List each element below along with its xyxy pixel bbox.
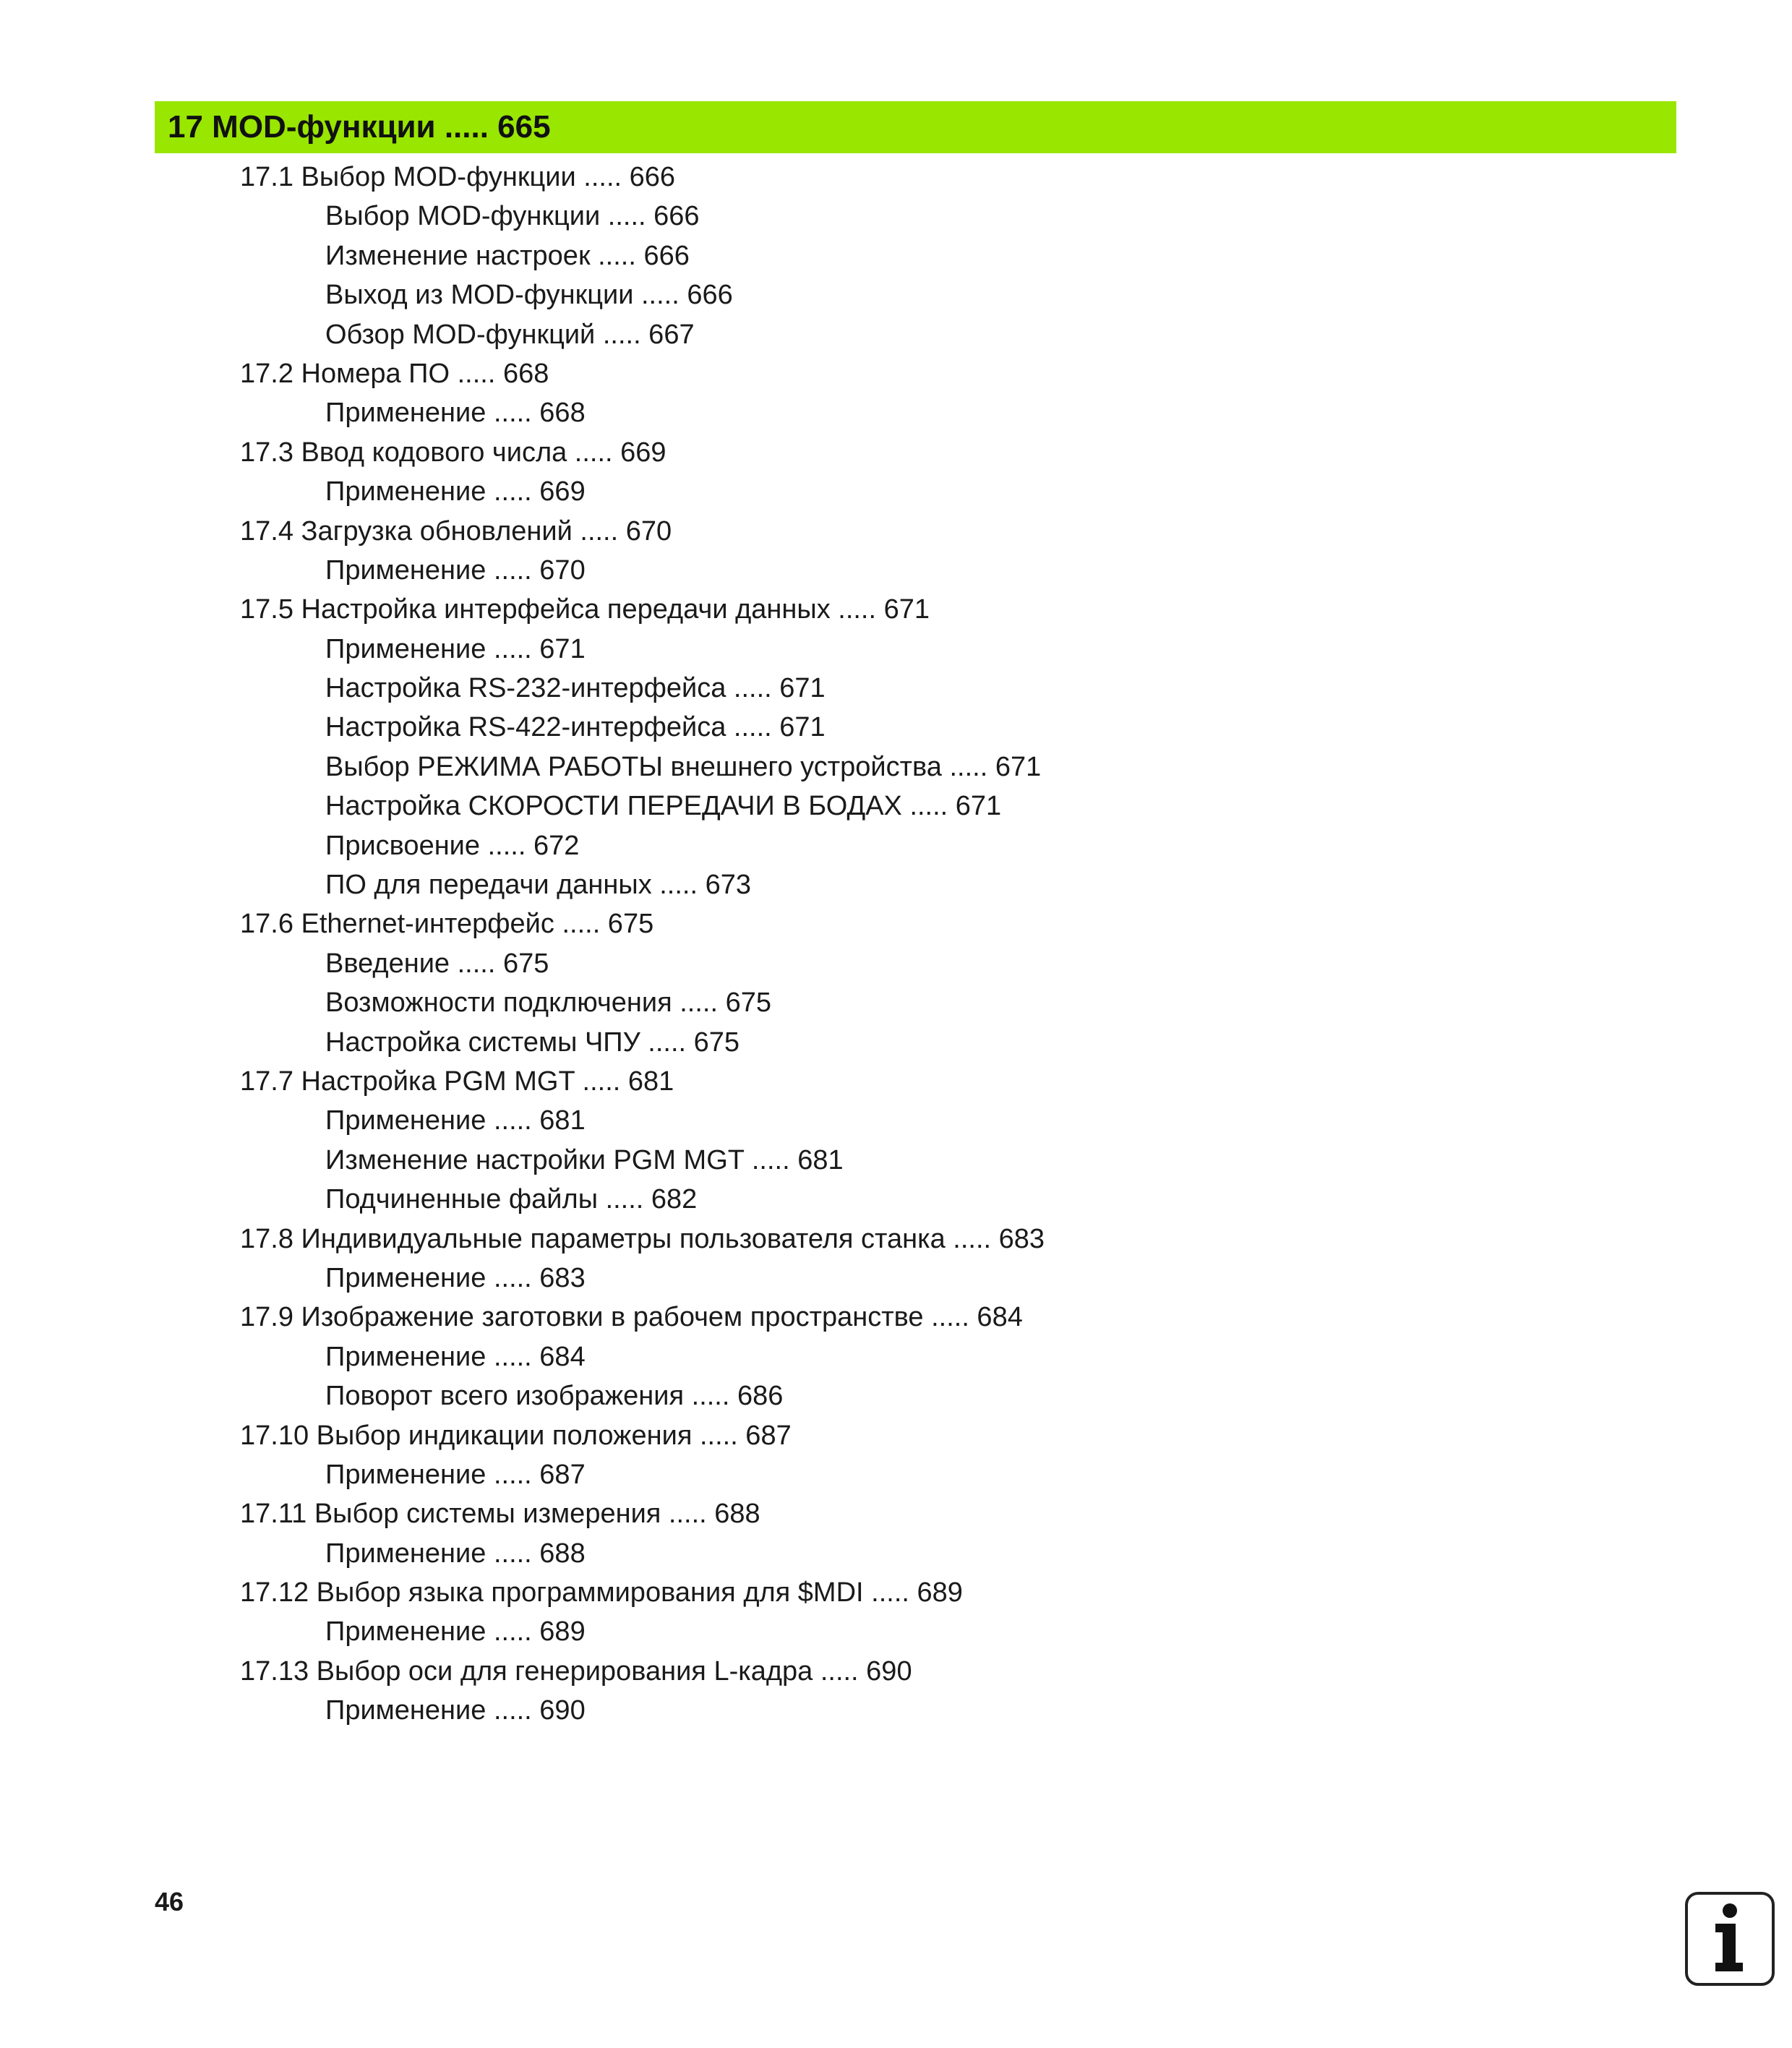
toc-section-entry[interactable]: 17.10 Выбор индикации положения ..... 687: [240, 1420, 792, 1451]
toc-subsection-entry[interactable]: Настройка RS-232-интерфейса ..... 671: [325, 673, 826, 704]
toc-subsection-entry[interactable]: Поворот всего изображения ..... 686: [325, 1381, 784, 1412]
toc-section-entry[interactable]: 17.4 Загрузка обновлений ..... 670: [240, 515, 672, 547]
info-icon-glyph: [1688, 1895, 1772, 1983]
toc-subsection-entry[interactable]: Применение ..... 683: [325, 1262, 586, 1293]
toc-subsection-entry[interactable]: Изменение настройки PGM MGT ..... 681: [325, 1144, 844, 1175]
toc-section-entry[interactable]: 17.3 Ввод кодового числа ..... 669: [240, 437, 666, 468]
toc-subsection-entry[interactable]: Применение ..... 670: [325, 554, 586, 586]
toc-subsection-entry[interactable]: Присвоение ..... 672: [325, 830, 580, 861]
toc-subsection-entry[interactable]: Обзор MOD-функций ..... 667: [325, 319, 695, 350]
toc-subsection-entry[interactable]: Настройка RS-422-интерфейса ..... 671: [325, 712, 826, 743]
toc-subsection-entry[interactable]: ПО для передачи данных ..... 673: [325, 870, 751, 901]
table-of-contents: [0, 158, 1045, 1731]
toc-section-entry[interactable]: 17.8 Индивидуальные параметры пользователя станка ..... 683: [240, 1223, 1045, 1254]
toc-subsection-entry[interactable]: Применение ..... 668: [325, 398, 586, 429]
toc-subsection-entry[interactable]: Применение ..... 684: [325, 1341, 586, 1372]
toc-subsection-entry[interactable]: Применение ..... 689: [325, 1616, 586, 1648]
toc-section-entry[interactable]: 17.1 Выбор MOD-функции ..... 666: [240, 162, 676, 192]
toc-section-entry[interactable]: 17.11 Выбор системы измерения ..... 688: [240, 1499, 760, 1530]
toc-subsection-entry[interactable]: Применение ..... 681: [325, 1105, 586, 1136]
toc-section-entry[interactable]: 17.12 Выбор языка программирования для $MDI ..... 689: [240, 1577, 963, 1608]
toc-subsection-entry[interactable]: Введение ..... 675: [325, 948, 549, 979]
toc-section-entry[interactable]: 17.13 Выбор оси для генерирования L-кадра ..... 690: [240, 1655, 912, 1687]
toc-subsection-entry[interactable]: Выход из MOD-функции ..... 666: [325, 280, 733, 311]
chapter-header-bar: [155, 101, 1676, 153]
toc-section-entry[interactable]: 17.2 Номера ПО ..... 668: [240, 358, 549, 389]
toc-section-entry[interactable]: 17.7 Настройка PGM MGT ..... 681: [240, 1066, 674, 1097]
info-icon: [1685, 1892, 1775, 1986]
toc-subsection-entry[interactable]: Изменение настроек ..... 666: [325, 240, 690, 271]
toc-subsection-entry[interactable]: Применение ..... 669: [325, 476, 586, 507]
toc-subsection-entry[interactable]: Выбор MOD-функции ..... 666: [325, 201, 700, 232]
toc-section-entry[interactable]: 17.5 Настройка интерфейса передачи данных ..... 671: [240, 594, 930, 625]
chapter-title: 17 MOD-функции ..... 665: [168, 109, 551, 145]
toc-subsection-entry[interactable]: Применение ..... 687: [325, 1459, 586, 1490]
toc-subsection-entry[interactable]: Применение ..... 688: [325, 1538, 586, 1569]
toc-subsection-entry[interactable]: Настройка системы ЧПУ ..... 675: [325, 1027, 740, 1058]
toc-subsection-entry[interactable]: Возможности подключения ..... 675: [325, 987, 771, 1019]
toc-subsection-entry[interactable]: Подчиненные файлы ..... 682: [325, 1184, 698, 1215]
toc-section-entry[interactable]: 17.9 Изображение заготовки в рабочем пространстве ..... 684: [240, 1302, 1023, 1333]
toc-section-entry[interactable]: 17.6 Ethernet-интерфейс ..... 675: [240, 909, 654, 940]
toc-subsection-entry[interactable]: Настройка СКОРОСТИ ПЕРЕДАЧИ В БОДАХ ..... 671: [325, 791, 1002, 822]
page-number: 46: [155, 1887, 184, 1916]
toc-subsection-entry[interactable]: Выбор РЕЖИМА РАБОТЫ внешнего устройства ..... 671: [325, 751, 1042, 782]
toc-subsection-entry[interactable]: Применение ..... 671: [325, 633, 586, 664]
toc-subsection-entry[interactable]: Применение ..... 690: [325, 1695, 586, 1726]
